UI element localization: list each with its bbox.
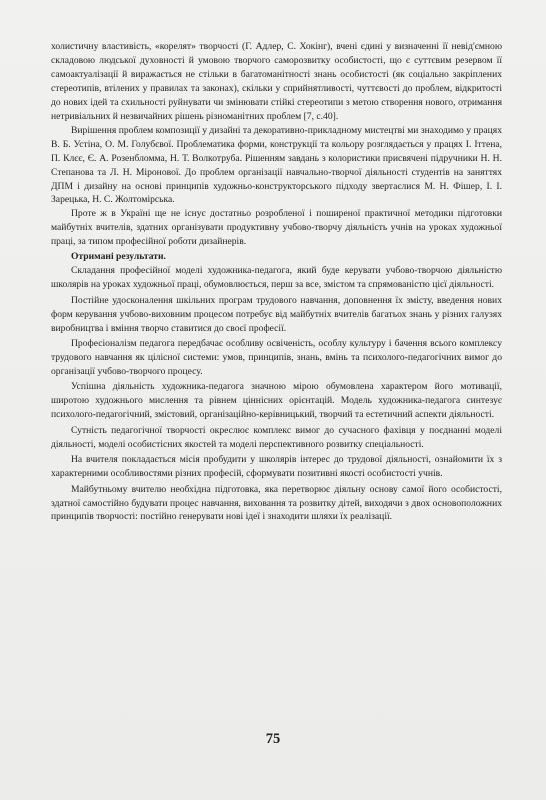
body-text xyxy=(51,40,502,524)
paragraph-creativity-essence: Сутність педагогічної творчості окреслює комплекс вимог до сучасного фахівця у поєднанні моделі діяльності, моделі особистісних якостей та моделі перспективного розвитку спеціальності. xyxy=(51,424,502,450)
paragraph-teacher-mission: На вчителя покладається місія пробудити у школярів інтерес до трудової діяльності, ознайомити їх з характерними особливостями різних професій, сформувати позитивні якості особистості учнів. xyxy=(51,454,502,480)
paragraph-success-factors: Успішна діяльність художника-педагога значною мірою обумовлена характером його мотивації, широтою художнього мислення та рівнем ціннісних орієнтацій. Модель художника-педагога синтезує психолого-педагогічний, змістовий, організаційно-керівницький, творчий та естетичний аспекти діяльності. xyxy=(51,381,502,421)
section-heading-results: Отримані результати. xyxy=(71,251,166,263)
paragraph-literature-review: Вирішення проблем композиції у дизайні та декоративно-прикладному мистецтві ми знаходимо у працях В. Б. Устіна, О. М. Голубєвої. Проблематика форми, конструкції та кольору розглядається у працях І. Іттена, П. Клєє, Є. А. Розенбломма, Н. Т. Волкотруба. Рішенням завдань з колористики присвячені підручники Н. Н. Степанова та Л. Н. Міронової. До проблем організації навчально-творчої діяльності студентів на заняттях ДПМ і дизайну на основі принципів художньо-конструкторського підходу звертаєлися М. Н. Фішер, І. І. Зарецька, Н. С. Жолтомірська. xyxy=(51,124,502,206)
paragraph-professional-model: Складання професійної моделі художника-педагога, який буде керувати учбово-творчою діяльністю школярів на уроках художньої праці, обумовлюється, перш за все, змістом та спрямованістю цієї діяльності. xyxy=(51,265,502,291)
paragraph-future-teacher: Майбутньому вчителю необхідна підготовка, яка перетворює діяльну основу самої його особистості, здатної самостійно будувати процес навчання, виховання та розвитку дітей, виходячи з двох основоположних принципів творчості: постійно генерувати нові ідеї і знаходити шляхи їх реалізації. xyxy=(51,483,502,523)
paragraph-problem-statement: Проте ж в Україні ще не існує достатньо розробленої і поширеної практичної методики підготовки майбутніх вчителів, здатних організувати продуктивну учбово-творчу діяльність учнів на уроках художньої праці, за типом професійної роботи дизайнерів. xyxy=(51,208,502,248)
page-number: 75 xyxy=(265,731,281,747)
paragraph-curriculum: Постійне удосконалення шкільних програм трудового навчання, доповнення їх змісту, введення нових форм керування учбово-виховним процесом потребує від майбутніх вчителів багатьох знань у різних галузях виробництва і вміння творчо ставитися до своєї професії. xyxy=(51,294,502,334)
paragraph-professionalism: Професіоналізм педагога передбачає особливу освіченість, особлу культуру і бачення всього комплексу трудового навчання як цілісної системи: умов, принципів, знань, вмінь та психолого-педагогічних вимог до організації учбово-творчого процесу. xyxy=(51,338,502,377)
paragraph-continuation: холистичну властивість, «корелят» творчості (Г. Адлер, С. Хокінг), вчені єдині у визначенні її невід'ємною складовою людської духовності й умовою творчого саморозвитку особистості, що є суттєвим резервом її самоактуалізації й виражається не стільки в багатоманітності знань особистості (як соціально закріплених стереотипів, втілених у правилах та законах), скільки у сприйнятливості, чуттєвості до проблем, відкритості до нових ідей та схильності руйнувати чи змінювати стійкі стереотипи з метою створення нового, отримання нетривіальних й незвичайних рішень різноманітних проблем [7, с.40]. xyxy=(51,41,502,122)
